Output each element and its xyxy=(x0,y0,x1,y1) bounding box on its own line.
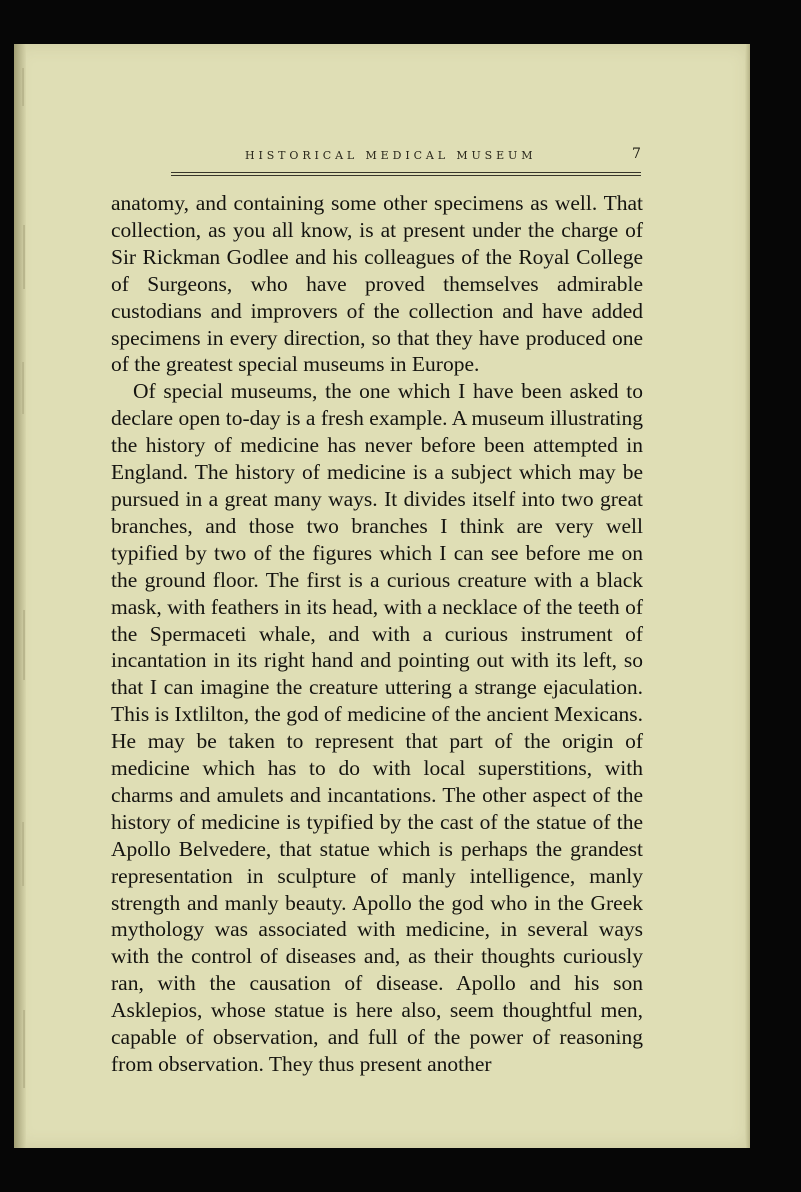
margin-mark xyxy=(22,822,24,886)
page-number: 7 xyxy=(632,146,641,162)
body-text xyxy=(111,190,643,1078)
paragraph: Of special museums, the one which I have been asked to declare open to-day is a fresh example. A museum illustrating the history of medicine has never before been attempted in England. The history of medicine is a subject which may be pursued in a great many ways. It divides itself into two great branches, and those two branches I think are very well typified by two of the figures which I can see before me on the ground floor. The first is a curious creature with a black mask, with feathers in its head, with a necklace of the teeth of the Spermaceti whale, and with a curious instrument of incantation in its right hand and pointing out with its left, so that I can imagine the creature uttering a strange ejaculation. This is Ixtlilton, the god of medicine of the ancient Mexicans. He may be taken to represent that part of the origin of medicine which has to do with local superstitions, with charms and amulets and incantations. The other aspect of the history of medicine is typified by the cast of the statue of the Apollo Belvedere, that statue which is perhaps the grandest representation in sculpture of manly intelligence, manly strength and manly beauty. Apollo the god who in the Greek mythology was associated with medicine, in several ways with the control of diseases and, as their thoughts curiously ran, with the causation of disease. Apollo and his son Asklepios, whose statue is here also, seem thoughtful men, capable of observation, and full of the power of reasoning from observation. They thus present another xyxy=(111,379,643,1076)
header-rule xyxy=(171,175,641,176)
page-edge xyxy=(745,44,750,1148)
paragraph: anatomy, and containing some other specimens as well. That collection, as you all know, is at present under the charge of Sir Rickman Godlee and his colleagues of the Royal College of Surgeons, who have proved themselves admirable custodians and improvers of the collection and have added specimens in every direction, so that they have produced one of the greatest special museums in Europe. xyxy=(111,191,643,377)
margin-mark xyxy=(23,1010,25,1088)
header-rule xyxy=(171,172,641,173)
margin-mark xyxy=(23,610,25,680)
margin-mark xyxy=(22,68,24,106)
margin-mark xyxy=(23,225,25,289)
running-head: HISTORICAL MEDICAL MUSEUM xyxy=(245,149,537,162)
gutter-shadow xyxy=(14,44,26,1148)
margin-mark xyxy=(22,362,24,414)
